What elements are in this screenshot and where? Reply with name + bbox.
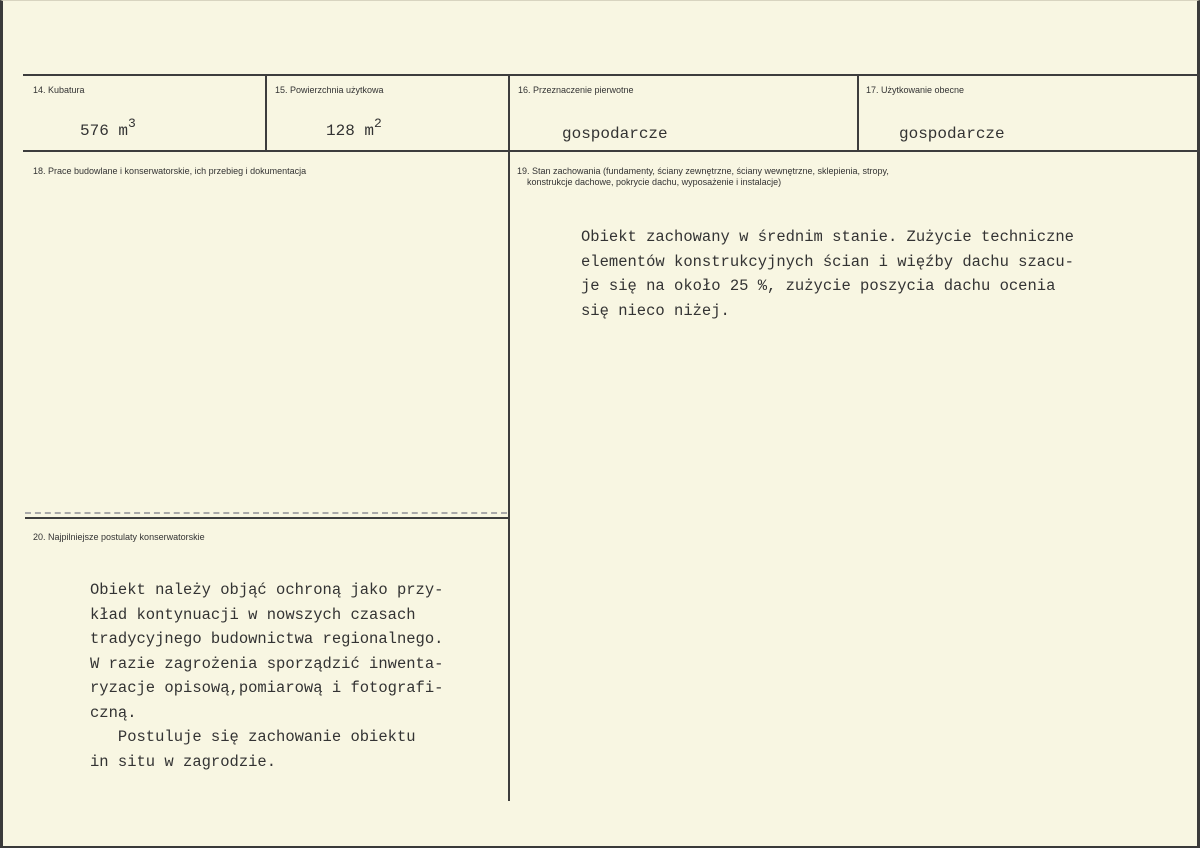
field-18-label: 18. Prace budowlane i konserwatorskie, ich przebieg i dokumentacja [33, 166, 307, 176]
row1-rule [23, 150, 1200, 152]
section20-dashed-rule [25, 512, 507, 514]
field-17-label: 17. Użytkowanie obecne [866, 85, 965, 95]
field-20-text: Obiekt należy objąć ochroną jako przy- kład kontynuacji w nowszych czasach tradycyjnego budownictwa regionalnego. W razie zagrożenia sporządzić inwenta- ryzacje opisową,pomiarową i fotografi- czną. Postuluje się zachowanie obiektu in situ w zagrodzie. [90, 581, 444, 771]
field-19-text: Obiekt zachowany w średnim stanie. Zużycie techniczne elementów konstrukcyjnych ścian i więźby dachu szacu- je się na około 25 %, zużycie poszycia dachu ocenia się nieco niżej. [581, 228, 1074, 320]
divider-14-15 [265, 75, 267, 151]
field-19-label-line2: konstrukcje dachowe, pokrycie dachu, wyposażenie i instalacje) [527, 177, 782, 187]
field-16-value: gospodarcze [562, 125, 668, 143]
field-15-label: 15. Powierzchnia użytkowa [275, 85, 384, 95]
field-14-label: 14. Kubatura [33, 85, 85, 95]
field-20-label: 20. Najpilniejsze postulaty konserwatorskie [33, 532, 205, 542]
field-16-label: 16. Przeznaczenie pierwotne [518, 85, 634, 95]
top-rule [23, 74, 1200, 76]
section20-rule [25, 517, 509, 519]
field-17-value: gospodarcze [899, 125, 1005, 143]
divider-16-17 [857, 75, 859, 151]
field-19-label-line1: 19. Stan zachowania (fundamenty, ściany zewnętrzne, ściany wewnętrzne, sklepienia, stropy, [517, 166, 889, 176]
field-15-value: 128 $m^2$ [326, 116, 382, 140]
field-14-value: 576 $m^3$ [80, 116, 136, 140]
divider-left-right [508, 75, 510, 801]
